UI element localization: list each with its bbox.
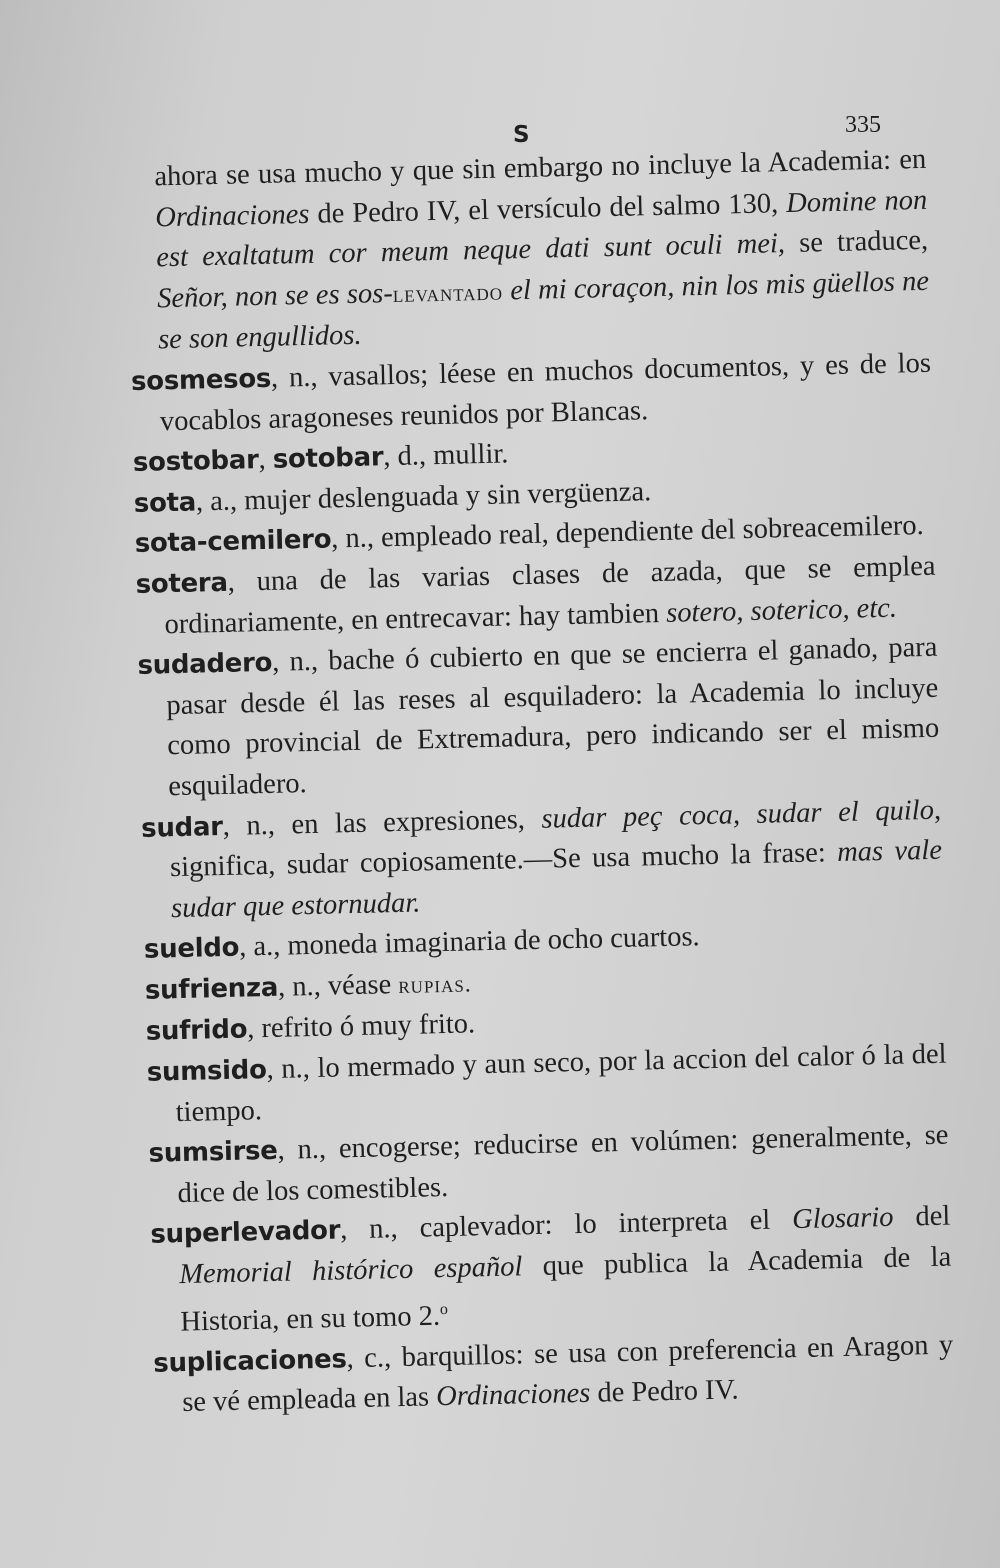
entry-text: , c., barquillos: se usa con preferencia en Aragon y se vé empleada en las <box>181 1329 954 1419</box>
entry-headword: sufrienza <box>144 972 279 1006</box>
entry-text: , n., encogerse; reducirse en volúmen: generalmente, se dice de los comestibles. <box>177 1119 949 1209</box>
entry-text: de Pedro IV, el versículo del salmo 130, <box>309 187 787 230</box>
entry-text: , refrito ó muy frito. <box>246 1008 476 1045</box>
entry-headword: sudadero <box>137 647 273 681</box>
dictionary-entry <box>141 790 944 930</box>
entry-headword: sosmesos <box>130 363 272 397</box>
italic-text: Glosario <box>791 1202 894 1236</box>
entry-headword: superlevador <box>150 1215 341 1251</box>
italic-text: Domine non est exaltatum cor meum neque dati sunt oculi mei, <box>155 184 928 274</box>
entry-headword: sueldo <box>143 932 240 966</box>
entry-headword: sotobar <box>272 442 384 475</box>
entry-continuation <box>126 140 930 362</box>
entry-text: , d., mullir. <box>382 438 509 473</box>
entry-headword: sostobar <box>132 445 259 479</box>
dictionary-entries <box>126 140 955 1425</box>
entry-headword: sota-cemilero <box>134 524 332 560</box>
page-number: 335 <box>845 112 881 138</box>
entry-text: , n., empleado real, dependiente del sobreacemilero. <box>330 510 925 555</box>
small-caps-text: rupias. <box>398 971 473 999</box>
entry-text: , significa, sudar copiosamente.—Se usa mucho la frase: <box>169 794 942 884</box>
entry-text: , n., bache ó cubierto en que se encierra el ganado, para pasar desde él las reses al esquiladero: la Academia lo incluye como provincial de Extremadura, pero indicando ser el mismo esquiladero. <box>166 631 940 803</box>
entry-text: que publica la Academia de la Historia, en su tomo 2. <box>180 1241 952 1338</box>
italic-text: Ordinaciones <box>155 198 310 233</box>
dictionary-entry <box>153 1325 955 1424</box>
entry-text: de Pedro IV. <box>589 1374 739 1410</box>
italic-text: mas vale sudar que estornudar. <box>170 834 943 924</box>
entry-headword: sumsirse <box>148 1136 278 1169</box>
entry-text: , n., caplevador: lo interpreta el <box>339 1204 793 1246</box>
entry-text: del <box>893 1201 951 1234</box>
entry-headword: sotera <box>135 567 228 600</box>
entry-text: , n., lo mermado y aun seco, por la accion del calor ó la del tiempo. <box>175 1038 947 1128</box>
entry-text: ahora se usa mucho y que sin embargo no incluye la Academia: en <box>154 143 927 193</box>
entry-headword: suplicaciones <box>153 1344 347 1379</box>
entry-text: , <box>258 443 274 476</box>
dictionary-entry <box>137 628 940 808</box>
italic-text: Ordinaciones <box>435 1378 591 1413</box>
italic-text: sotero, soterico, etc. <box>665 592 898 629</box>
section-letter: S <box>513 122 530 148</box>
entry-headword: sufrido <box>145 1014 248 1048</box>
italic-text: Señor, non se es sos- <box>156 277 394 315</box>
entry-text: , n., en las expresiones, <box>222 803 542 842</box>
small-caps-text: levantado <box>392 279 504 308</box>
dictionary-entry <box>150 1197 953 1343</box>
entry-headword: sumsido <box>146 1055 267 1088</box>
entry-text: se traduce, <box>784 225 929 260</box>
italic-text: sudar peç coca, sudar el quilo <box>541 794 935 835</box>
entry-text: , n., vasallos; léese en muchos documentos, y es de los vocablos aragoneses reunidos por Blancas. <box>159 347 932 437</box>
entry-text: , n., véase <box>277 968 399 1003</box>
entry-text: , a., moneda imaginaria de ocho cuartos. <box>238 921 700 963</box>
entry-headword: sudar <box>140 811 223 844</box>
entry-text: , una de las varias clases de azada, que se emplea ordinariamente, en entrecavar: hay tambien <box>164 550 936 640</box>
italic-text: el mi coraçon, nin los mis güellos ne se son engullidos. <box>157 265 930 356</box>
superscript-text: o <box>439 1300 449 1318</box>
italic-text: Memorial histórico español <box>178 1251 523 1291</box>
entry-headword: sota <box>133 487 197 519</box>
entry-text: , a., mujer deslenguada y sin vergüenza. <box>195 475 652 518</box>
